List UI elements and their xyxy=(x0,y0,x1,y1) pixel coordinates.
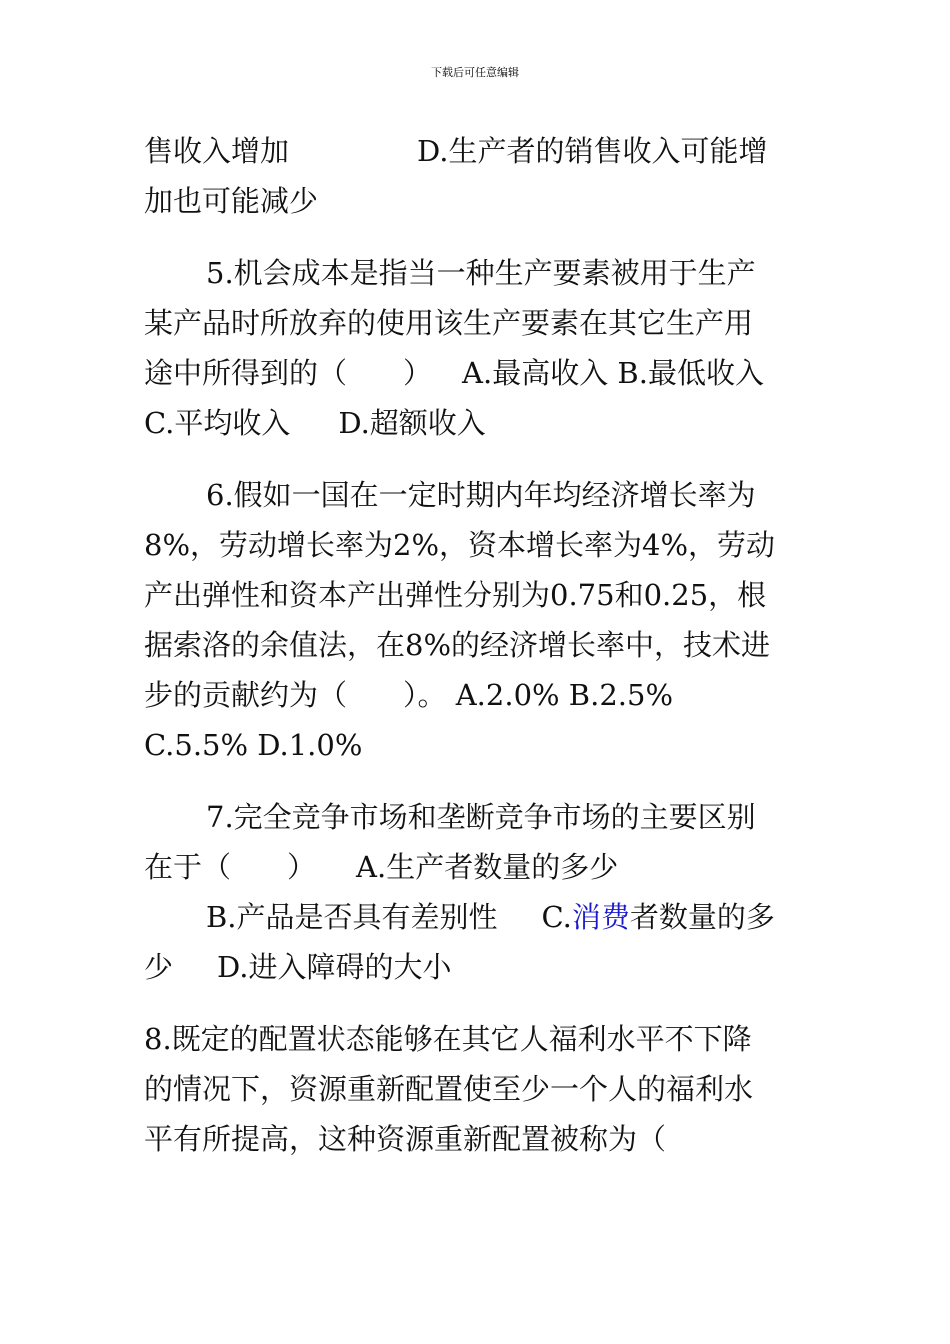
text-segment: 在于（ xyxy=(144,850,232,884)
page-header: 下载后可任意编辑 xyxy=(431,66,519,79)
text-segment: ） xyxy=(287,850,317,884)
option-d: D.进入障碍的大小 xyxy=(217,950,452,984)
text-segment: 途中所得到的（ xyxy=(144,356,348,390)
text-segment: ） xyxy=(403,356,433,390)
option-c-suffix: 者数量的多 xyxy=(629,900,775,934)
option-b: B.产品是否具有差别性 xyxy=(206,900,498,934)
text-line xyxy=(144,348,844,398)
hyperlink-text[interactable]: 消费 xyxy=(571,900,630,934)
text-line: 的情况下，资源重新配置使至少一个人的福利水 xyxy=(144,1072,754,1106)
option-d: D.生产者的销售收入可能增 xyxy=(417,134,768,168)
text-segment: 步的贡献约为（ xyxy=(144,678,348,712)
text-line xyxy=(144,398,844,448)
option-a: A.生产者数量的多少 xyxy=(356,850,619,884)
option-c-prefix: C. xyxy=(541,900,572,934)
question-7 xyxy=(144,792,844,992)
question-8 xyxy=(144,1014,844,1164)
text-line xyxy=(144,942,844,992)
option-c: C.平均收入 xyxy=(144,406,291,440)
text-line xyxy=(144,842,844,892)
options-ab: ）。 A.2.0% B.2.5% xyxy=(403,678,673,712)
document-body xyxy=(144,126,844,1164)
text-line xyxy=(144,126,844,176)
options-cd: C.5.5% D.1.0% xyxy=(144,728,363,762)
options-ab: A.最高收入 B.最低收入 xyxy=(462,356,764,390)
text-line: 某产品时所放弃的使用该生产要素在其它生产用 xyxy=(144,306,754,340)
question-stem: 8.既定的配置状态能够在其它人福利水平不下降 xyxy=(144,1022,752,1056)
question-5 xyxy=(144,248,844,448)
text-segment: 少 xyxy=(144,950,174,984)
text-line: 8%，劳动增长率为2%，资本增长率为4%，劳动 xyxy=(144,528,776,562)
option-d: D.超额收入 xyxy=(338,406,486,440)
text-segment: 售收入增加 xyxy=(144,134,290,168)
text-line: 平有所提高，这种资源重新配置被称为（ xyxy=(144,1122,667,1156)
question-stem: 5.机会成本是指当一种生产要素被用于生产 xyxy=(206,256,756,290)
text-line xyxy=(144,892,844,942)
text-line: 加也可能减少 xyxy=(144,184,319,218)
text-line xyxy=(144,670,844,720)
question-4-tail xyxy=(144,126,844,226)
text-line: 据索洛的余值法，在8%的经济增长率中，技术进 xyxy=(144,628,771,662)
question-stem: 7.完全竞争市场和垄断竞争市场的主要区别 xyxy=(206,800,756,834)
question-6 xyxy=(144,470,844,770)
text-line: 产出弹性和资本产出弹性分别为0.75和0.25，根 xyxy=(144,578,767,612)
question-stem: 6.假如一国在一定时期内年均经济增长率为 xyxy=(206,478,756,512)
